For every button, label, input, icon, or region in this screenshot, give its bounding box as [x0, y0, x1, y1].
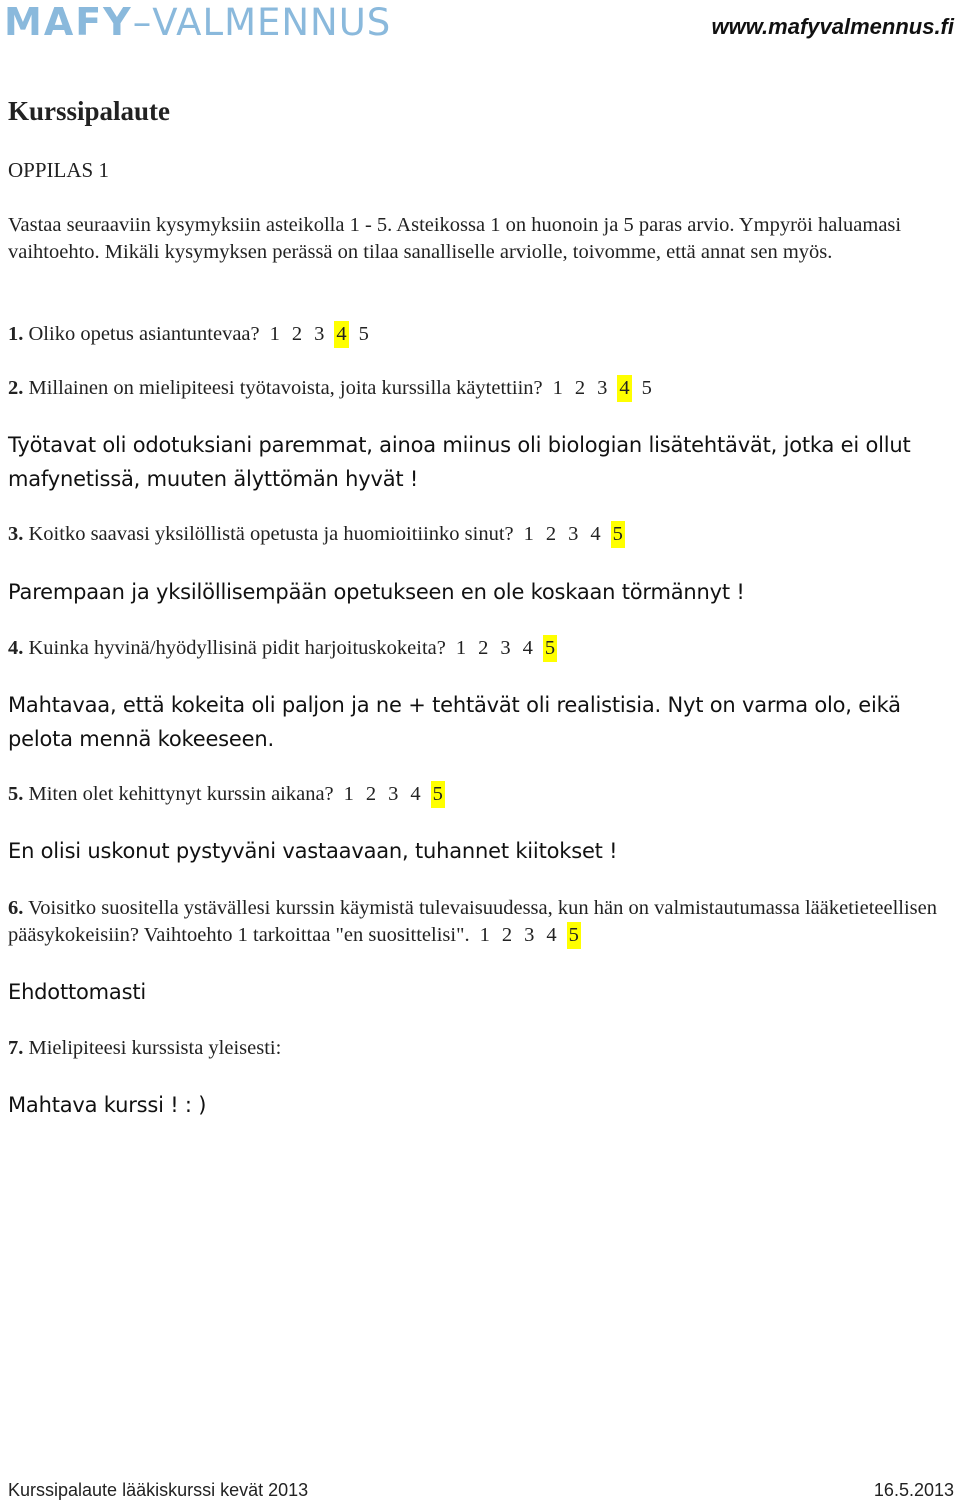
footer-course: Kurssipalaute lääkiskurssi kevät 2013 [8, 1480, 309, 1500]
answer-6: Ehdottomasti [8, 980, 147, 1004]
question-text: Oliko opetus asiantuntevaa? [28, 323, 260, 345]
question-1 [8, 321, 953, 348]
question-number: 6. [8, 897, 24, 919]
rating-option-5[interactable]: 5 [431, 781, 445, 808]
question-number: 1. [8, 323, 24, 345]
question-2 [8, 375, 953, 402]
rating-option-1[interactable]: 1 [552, 377, 563, 399]
page-title: Kurssipalaute [8, 96, 171, 126]
rating-option-5[interactable]: 5 [611, 521, 625, 548]
question-text: Voisitko suositella ystävällesi kurssin käymistä tulevaisuudessa, kun hän on valmistautumassa lääketieteellisen pääsykokeisiin? Vaihtoehto 1 tarkoittaa "en suosittelisi". [8, 897, 938, 946]
rating-option-1[interactable]: 1 [269, 323, 280, 345]
question-number: 4. [8, 637, 24, 659]
rating-option-3[interactable]: 3 [388, 783, 399, 805]
rating-option-5[interactable]: 5 [641, 377, 652, 399]
question-6 [8, 895, 953, 949]
question-number: 7. [8, 1037, 24, 1059]
rating-option-1[interactable]: 1 [523, 523, 534, 545]
instructions: Vastaa seuraaviin kysymyksiin asteikolla 1 - 5. Asteikossa 1 on huonoin ja 5 paras arvio. Ympyröi haluamasi vaihtoehto. Mikäli kysymyksen perässä on tilaa sanalliselle arviolle, toivomme, että annat sen myös. [8, 214, 902, 263]
rating-option-3[interactable]: 3 [524, 924, 535, 946]
rating-option-5[interactable]: 5 [543, 635, 557, 662]
rating-option-5[interactable]: 5 [567, 922, 581, 949]
mafy-logo: MAFY–VALMENNUS [4, 0, 392, 44]
rating-option-4[interactable]: 4 [410, 783, 421, 805]
rating-option-2[interactable]: 2 [478, 637, 489, 659]
rating-option-4[interactable]: 4 [522, 637, 533, 659]
rating-scale [543, 377, 654, 399]
question-text: Koitko saavasi yksilöllistä opetusta ja huomioitiinko sinut? [28, 523, 514, 545]
question-text: Miten olet kehittynyt kurssin aikana? [28, 783, 334, 805]
rating-scale [334, 783, 445, 805]
rating-option-3[interactable]: 3 [314, 323, 325, 345]
question-number: 5. [8, 783, 24, 805]
rating-option-2[interactable]: 2 [545, 523, 557, 545]
rating-option-3[interactable]: 3 [500, 637, 511, 659]
question-3 [8, 521, 953, 548]
rating-scale [514, 523, 625, 545]
rating-scale [446, 637, 557, 659]
rating-option-2[interactable]: 2 [291, 323, 303, 345]
rating-option-4[interactable]: 4 [546, 924, 557, 946]
rating-option-4[interactable]: 4 [617, 375, 631, 402]
rating-option-3[interactable]: 3 [568, 523, 579, 545]
rating-option-1[interactable]: 1 [343, 783, 354, 805]
rating-option-5[interactable]: 5 [358, 323, 369, 345]
rating-option-1[interactable]: 1 [479, 924, 490, 946]
student-label: OPPILAS 1 [8, 158, 109, 182]
answer-3: Parempaan ja yksilöllisempään opetukseen en ole koskaan törmännyt ! [8, 580, 745, 604]
question-4 [8, 635, 953, 662]
rating-option-4[interactable]: 4 [590, 523, 601, 545]
question-7 [8, 1035, 953, 1062]
answer-4: Mahtavaa, että kokeita oli paljon ja ne + tehtävät oli realistisia. Nyt on varma olo, eikä pelota mennä kokeeseen. [8, 693, 901, 751]
question-text: Millainen on mielipiteesi työtavoista, joita kurssilla käytettiin? [28, 377, 543, 399]
question-text: Mielipiteesi kurssista yleisesti: [28, 1037, 282, 1059]
answer-7: Mahtava kurssi ! : ) [8, 1093, 207, 1117]
rating-option-2[interactable]: 2 [574, 377, 586, 399]
rating-scale [470, 924, 581, 946]
answer-2: Työtavat oli odotuksiani paremmat, ainoa miinus oli biologian lisätehtävät, jotka ei ollut mafynetissä, muuten älyttömän hyvät ! [8, 433, 911, 491]
rating-option-2[interactable]: 2 [501, 924, 513, 946]
question-number: 3. [8, 523, 24, 545]
footer-date: 16.5.2013 [873, 1480, 954, 1500]
rating-option-3[interactable]: 3 [597, 377, 608, 399]
question-text: Kuinka hyvinä/hyödyllisinä pidit harjoituskokeita? [28, 637, 446, 659]
question-5 [8, 781, 953, 808]
rating-scale [260, 323, 371, 345]
website-url[interactable]: www.mafyvalmennus.fi [711, 14, 954, 39]
rating-option-1[interactable]: 1 [455, 637, 467, 659]
question-number: 2. [8, 377, 24, 399]
answer-5: En olisi uskonut pystyväni vastaavaan, tuhannet kiitokset ! [8, 839, 618, 863]
rating-option-2[interactable]: 2 [365, 783, 377, 805]
rating-option-4[interactable]: 4 [334, 321, 348, 348]
